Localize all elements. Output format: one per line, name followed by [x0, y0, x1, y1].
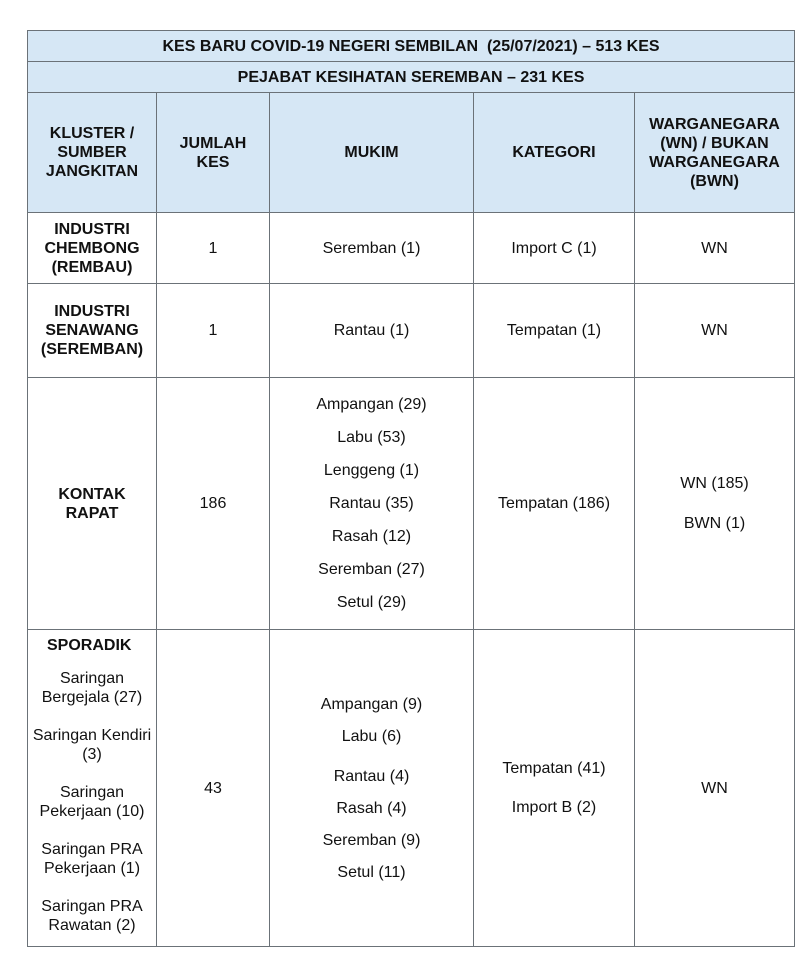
- mukim-item: Rasah (12): [331, 528, 412, 545]
- col-header-warganegara: WARGANEGARA (WN) / BUKAN WARGANEGARA (BWN): [635, 93, 795, 213]
- sporadik-sub-item: Saringan Pekerjaan (10): [39, 784, 145, 820]
- kategori-cell: [474, 630, 635, 947]
- table-subtitle: PEJABAT KESIHATAN SEREMBAN – 231 KES: [28, 62, 795, 93]
- mukim-item: Labu (53): [337, 429, 406, 446]
- sporadik-sub-item: Saringan Bergejala (27): [41, 670, 143, 706]
- kategori-item: Tempatan (41): [502, 760, 606, 777]
- wn-item: BWN (1): [683, 515, 746, 532]
- subtitle-row: [28, 62, 795, 93]
- mukim-item: Setul (11): [337, 863, 406, 881]
- col-header-kluster: KLUSTER / SUMBER JANGKITAN: [28, 93, 157, 213]
- table-title: KES BARU COVID-19 NEGERI SEMBILAN (25/07/2021) – 513 KES: [28, 31, 795, 62]
- mukim-item: Seremban (27): [318, 561, 425, 578]
- jumlah-cell: 1: [157, 284, 270, 378]
- sporadik-sub-item: Saringan PRA Pekerjaan (1): [41, 841, 143, 877]
- mukim-cell: Rantau (1): [270, 284, 474, 378]
- col-header-mukim: MUKIM: [270, 93, 474, 213]
- mukim-item: Rantau (4): [333, 767, 410, 785]
- wn-item: WN (185): [680, 475, 749, 492]
- kategori-cell: Import C (1): [474, 213, 635, 284]
- col-header-kategori: KATEGORI: [474, 93, 635, 213]
- kluster-cell: INDUSTRI SENAWANG (SEREMBAN): [28, 284, 157, 378]
- jumlah-cell: 186: [157, 378, 270, 630]
- sporadik-sub-item: Saringan PRA Rawatan (2): [41, 898, 143, 934]
- jumlah-cell: 1: [157, 213, 270, 284]
- mukim-item: Ampangan (29): [316, 396, 427, 413]
- mukim-item: Seremban (9): [322, 831, 421, 849]
- wn-cell: WN: [635, 213, 795, 284]
- kluster-cell: KONTAK RAPAT: [28, 378, 157, 630]
- column-header-row: [28, 93, 795, 213]
- mukim-cell: [270, 378, 474, 630]
- kategori-cell: Tempatan (186): [474, 378, 635, 630]
- table-row: [28, 213, 795, 284]
- kluster-cell: INDUSTRI CHEMBONG (REMBAU): [28, 213, 157, 284]
- table-row: [28, 284, 795, 378]
- kategori-item: Import B (2): [511, 799, 597, 816]
- mukim-item: Ampangan (9): [320, 695, 423, 713]
- wn-cell: [635, 378, 795, 630]
- table-row: [28, 630, 795, 947]
- mukim-item: Lenggeng (1): [323, 462, 420, 479]
- covid-cases-table: [27, 30, 795, 947]
- kluster-cell: [28, 630, 157, 947]
- mukim-cell: Seremban (1): [270, 213, 474, 284]
- mukim-item: Rantau (35): [329, 495, 414, 512]
- mukim-item: Setul (29): [336, 594, 407, 611]
- title-row: [28, 31, 795, 62]
- col-header-jumlah: JUMLAH KES: [157, 93, 270, 213]
- kategori-cell: Tempatan (1): [474, 284, 635, 378]
- mukim-item: Labu (6): [341, 727, 402, 745]
- table-row: [28, 378, 795, 630]
- jumlah-cell: 43: [157, 630, 270, 947]
- wn-cell: WN: [635, 630, 795, 947]
- kluster-label: SPORADIK: [47, 637, 132, 654]
- mukim-cell: [270, 630, 474, 947]
- wn-cell: WN: [635, 284, 795, 378]
- sporadik-sub-item: Saringan Kendiri (3): [32, 727, 152, 763]
- mukim-item: Rasah (4): [336, 799, 407, 817]
